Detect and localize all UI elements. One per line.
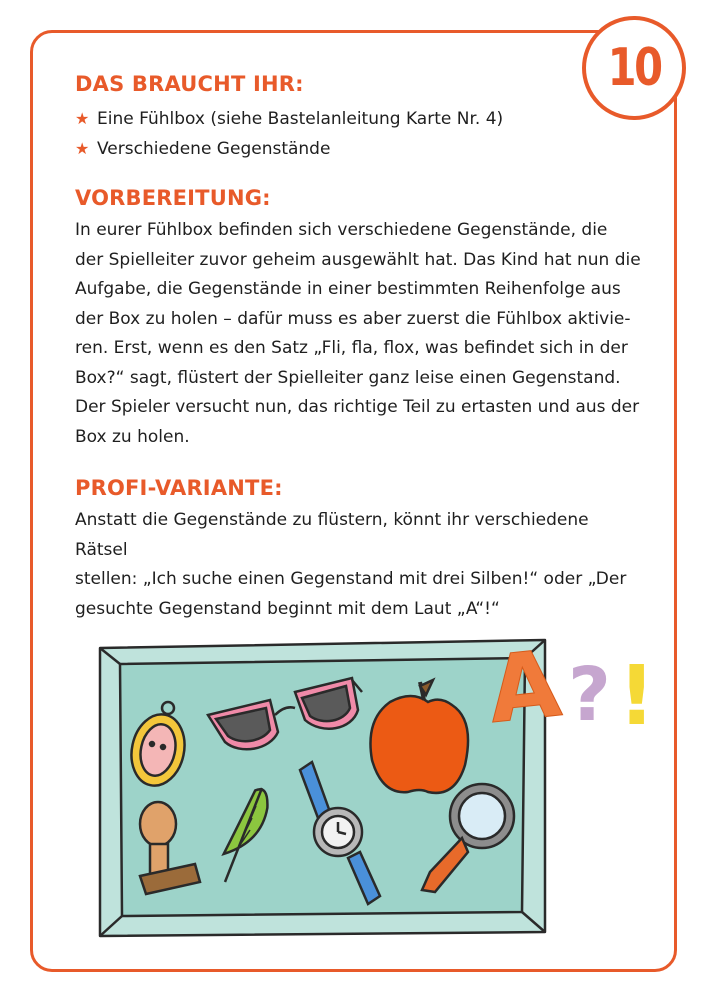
pro-variant-text xyxy=(75,506,645,624)
list-item xyxy=(75,104,645,134)
feel-box-illustration xyxy=(90,620,656,950)
preparation-text xyxy=(75,216,645,452)
text-line: Anstatt die Gegenstände zu flüstern, könnt ihr verschiedene Rätsel xyxy=(75,510,589,560)
text-line: In eurer Fühlbox befinden sich verschiedene Gegenstände, die xyxy=(75,220,608,240)
text-line: ren. Erst, wenn es den Satz „Fli, fla, flox, was befindet sich in der xyxy=(75,338,628,358)
text-line: stellen: „Ich suche einen Gegenstand mit drei Silben!“ oder „Der xyxy=(75,569,627,589)
text-line: Box?“ sagt, flüstert der Spielleiter ganz leise einen Gegenstand. xyxy=(75,367,621,388)
material-text: Verschiedene Gegenstände xyxy=(97,139,331,159)
preparation-section xyxy=(75,184,645,452)
text-line: Der Spieler versucht nun, das richtige Teil zu ertasten und aus der xyxy=(75,397,640,417)
card-content xyxy=(75,70,645,624)
material-text: Eine Fühlbox (siehe Bastelanleitung Karte Nr. 4) xyxy=(97,109,504,129)
letters-decoration xyxy=(483,630,655,744)
text-line: der Box zu holen – dafür muss es aber zuerst die Fühlbox aktivie- xyxy=(75,308,631,329)
pro-variant-section xyxy=(75,474,645,624)
preparation-heading: VORBEREITUNG: xyxy=(75,186,271,210)
letter-a: A xyxy=(483,630,566,745)
text-line: Aufgabe, die Gegenstände in einer bestimmten Reihenfolge aus xyxy=(75,279,621,299)
text-line: der Spielleiter zuvor geheim ausgewählt hat. Das Kind hat nun die xyxy=(75,249,641,270)
materials-heading: DAS BRAUCHT IHR: xyxy=(75,72,304,96)
card-number: 10 xyxy=(607,38,661,98)
materials-list xyxy=(75,104,645,164)
pro-variant-heading: PROFI-VARIANTE: xyxy=(75,476,283,500)
text-line: Box zu holen. xyxy=(75,426,190,447)
star-icon: ★ xyxy=(75,109,90,128)
text-line: gesuchte Gegenstand beginnt mit dem Laut „A“!“ xyxy=(75,598,500,619)
star-icon: ★ xyxy=(75,139,90,158)
question-mark: ? xyxy=(568,652,611,738)
exclamation-mark: ! xyxy=(618,649,656,744)
list-item xyxy=(75,134,645,164)
